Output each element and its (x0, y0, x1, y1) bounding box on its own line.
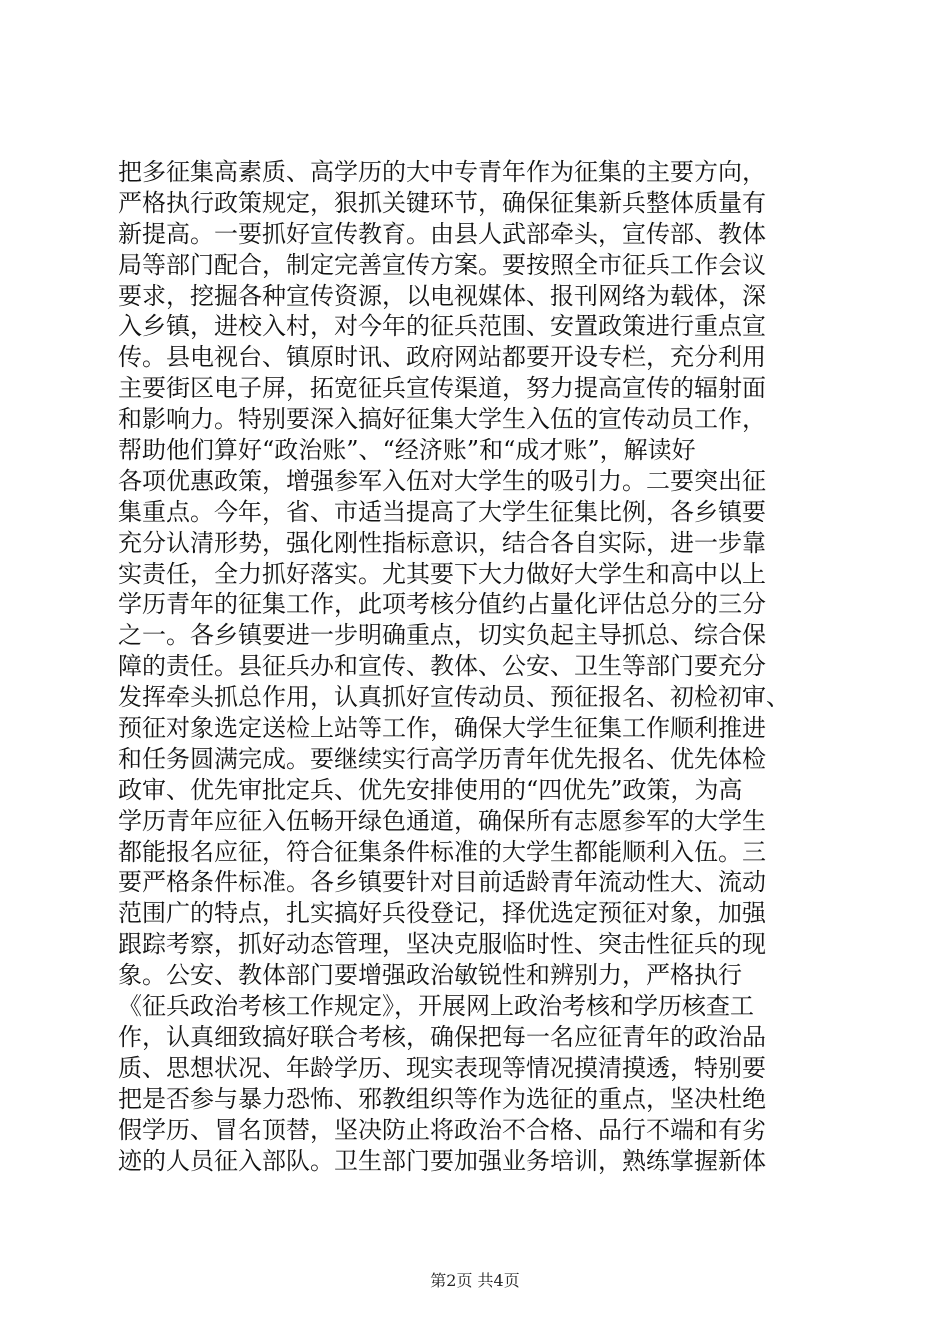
text-line: 范围广的特点，扎实搞好兵役登记，择优选定预征对象，加强 (118, 899, 766, 928)
text-line: 质、思想状况、年龄学历、现实表现等情况摸清摸透，特别要 (118, 1053, 766, 1082)
text-line: 障的责任。县征兵办和宣传、教体、公安、卫生等部门要充分 (118, 652, 766, 681)
text-line: 严格执行政策规定，狠抓关键环节，确保征集新兵整体质量有 (118, 188, 766, 217)
page-footer: 第2页 共4页 (430, 1271, 520, 1290)
text-line: 学历青年应征入伍畅开绿色通道，确保所有志愿参军的大学生 (118, 806, 766, 835)
text-line: 把是否参与暴力恐怖、邪教组织等作为选征的重点，坚决杜绝 (118, 1084, 766, 1113)
text-line: 跟踪考察，抓好动态管理，坚决克服临时性、突击性征兵的现 (118, 930, 766, 959)
text-line: 学历青年的征集工作，此项考核分值约占量化评估总分的三分 (118, 590, 766, 619)
text-line: 之一。各乡镇要进一步明确重点，切实负起主导抓总、综合保 (118, 621, 766, 650)
body-paragraph (118, 157, 838, 1176)
text-line: 帮助他们算好“政治账”、“经济账”和“成才账”，解读好 (118, 436, 696, 465)
text-line: 和影响力。特别要深入搞好征集大学生入伍的宣传动员工作， (118, 405, 766, 434)
text-line: 《征兵政治考核工作规定》，开展网上政治考核和学历核查工 (118, 992, 754, 1021)
text-line: 充分认清形势，强化刚性指标意识，结合各自实际，进一步靠 (118, 528, 766, 557)
text-line: 实责任，全力抓好落实。尤其要下大力做好大学生和高中以上 (118, 559, 766, 588)
text-line: 主要街区电子屏，拓宽征兵宣传渠道，努力提高宣传的辐射面 (118, 374, 766, 403)
text-line: 发挥牵头抓总作用，认真抓好宣传动员、预征报名、初检初审、 (118, 683, 790, 712)
text-line: 迹的人员征入部队。卫生部门要加强业务培训，熟练掌握新体 (118, 1146, 766, 1175)
text-line: 传。县电视台、镇原时讯、政府网站都要开设专栏，充分利用 (118, 343, 766, 372)
text-line: 作，认真细致搞好联合考核，确保把每一名应征青年的政治品 (118, 1022, 766, 1051)
text-line: 和任务圆满完成。要继续实行高学历青年优先报名、优先体检 (118, 744, 766, 773)
text-line: 入乡镇，进校入村，对今年的征兵范围、安置政策进行重点宣 (118, 312, 766, 341)
text-line: 假学历、冒名顶替，坚决防止将政治不合格、品行不端和有劣 (118, 1115, 766, 1144)
text-line: 预征对象选定送检上站等工作，确保大学生征集工作顺利推进 (118, 714, 766, 743)
text-line: 要求，挖掘各种宣传资源，以电视媒体、报刊网络为载体，深 (118, 281, 766, 310)
text-line: 象。公安、教体部门要增强政治敏锐性和辨别力，严格执行 (118, 961, 742, 990)
text-line: 各项优惠政策，增强参军入伍对大学生的吸引力。二要突出征 (118, 466, 766, 495)
text-line: 局等部门配合，制定完善宣传方案。要按照全市征兵工作会议 (118, 250, 766, 279)
text-line: 政审、优先审批定兵、优先安排使用的“四优先”政策，为高 (118, 775, 743, 804)
text-line: 都能报名应征，符合征集条件标准的大学生都能顺利入伍。三 (118, 837, 766, 866)
text-line: 新提高。一要抓好宣传教育。由县人武部牵头，宣传部、教体 (118, 219, 766, 248)
text-line: 集重点。今年，省、市适当提高了大学生征集比例，各乡镇要 (118, 497, 766, 526)
text-line: 把多征集高素质、高学历的大中专青年作为征集的主要方向， (118, 158, 766, 186)
text-line: 要严格条件标准。各乡镇要针对目前适龄青年流动性大、流动 (118, 868, 766, 897)
